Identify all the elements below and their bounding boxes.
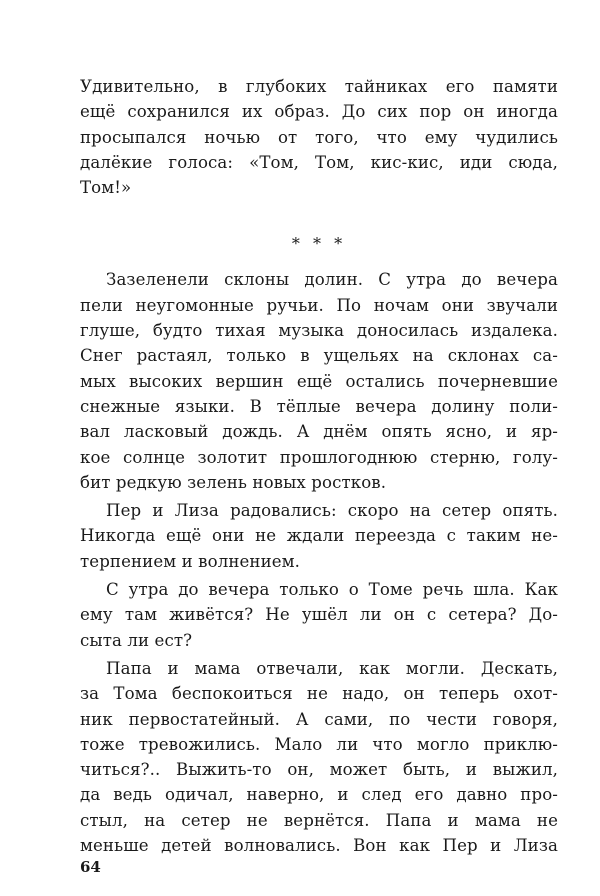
paragraph-5: [80, 656, 558, 858]
text-line: сыта ли ест?: [80, 630, 193, 650]
paragraph-2: [80, 267, 558, 495]
text-line: просыпался ночью от того, что ему чудились: [80, 127, 558, 147]
book-page-text: [80, 74, 558, 858]
text-line: Снег растаял, только в ущельях на склонах са-: [80, 346, 558, 366]
text-line: кое солнце золотит прошлогоднюю стерню, голу-: [80, 447, 558, 467]
text-line: стыл, на сетер не вернётся. Папа и мама не: [80, 810, 558, 830]
text-line: С утра до вечера только о Томе речь шла. Как: [106, 580, 558, 600]
text-line: Том!»: [80, 178, 132, 198]
text-line: вал ласковый дождь. А днём опять ясно, и яр-: [80, 422, 558, 442]
text-line: ещё сохранился их образ. До сих пор он иногда: [80, 102, 558, 122]
text-line: терпением и волнением.: [80, 551, 301, 571]
text-line: за Тома беспокоиться не надо, он теперь охот-: [80, 684, 558, 704]
text-line: бит редкую зелень новых ростков.: [80, 472, 387, 492]
text-line: мых высоких вершин ещё остались почерневшие: [80, 371, 558, 391]
text-line: ник первостатейный. А сами, по чести говоря,: [80, 709, 558, 729]
paragraph-4: [80, 577, 558, 653]
section-separator: * * *: [291, 234, 347, 254]
paragraph-3: [80, 498, 558, 574]
text-line: да ведь одичал, наверно, и след его давно про-: [80, 785, 558, 805]
page-number: 64: [80, 858, 101, 876]
text-line: Папа и мама отвечали, как могли. Дескать,: [106, 658, 558, 678]
text-line: Удивительно, в глубоких тайниках его памяти: [80, 77, 558, 96]
text-line: меньше детей волновались. Вон как Пер и Лиза: [80, 836, 558, 856]
text-line: Никогда ещё они не ждали переезда с таким не-: [80, 526, 558, 546]
text-line: снежные языки. В тёплые вечера долину поли-: [80, 396, 558, 416]
paragraph-1: [80, 74, 558, 200]
text-line: Пер и Лиза радовались: скоро на сетер опять.: [106, 501, 558, 521]
text-line: тоже тревожились. Мало ли что могло приклю-: [80, 734, 558, 754]
text-line: ему там живётся? Не ушёл ли он с сетера? До-: [80, 605, 558, 625]
text-line: Зазеленели склоны долин. С утра до вечера: [106, 270, 558, 290]
text-line: далёкие голоса: «Том, Том, кис-кис, иди сюда,: [80, 152, 558, 172]
text-line: читься?.. Выжить-то он, может быть, и выжил,: [80, 760, 558, 780]
text-line: пели неугомонные ручьи. По ночам они звучали: [80, 295, 558, 315]
text-line: глуше, будто тихая музыка доносилась издалека.: [80, 321, 558, 341]
